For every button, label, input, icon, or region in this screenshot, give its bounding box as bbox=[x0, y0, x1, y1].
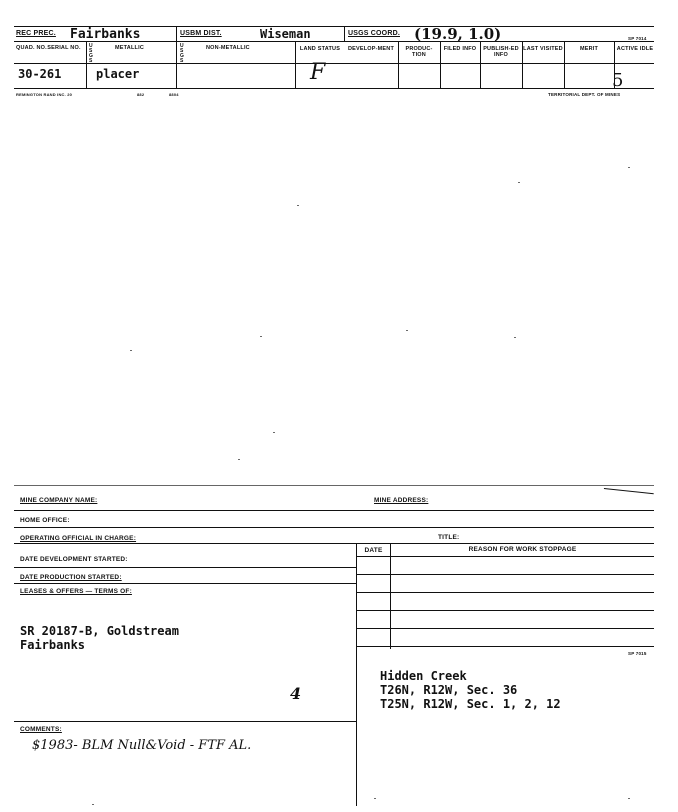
bottom-form-number: SP 7015 bbox=[628, 651, 647, 656]
location-line-3: T25N, R12W, Sec. 1, 2, 12 bbox=[380, 697, 561, 711]
card-corner-mark bbox=[603, 488, 654, 504]
divider bbox=[14, 527, 654, 528]
footer-code-1: 882 bbox=[137, 92, 145, 97]
divider bbox=[14, 485, 654, 486]
divider bbox=[176, 41, 177, 88]
col-land-status: LAND STATUS bbox=[299, 46, 341, 52]
col-published-info: PUBLISH-ED INFO bbox=[483, 46, 519, 58]
scan-speck bbox=[374, 798, 376, 799]
top-form-number: SP 7014 bbox=[628, 36, 647, 41]
title-label: TITLE: bbox=[438, 534, 460, 541]
divider bbox=[356, 646, 654, 647]
scan-speck bbox=[514, 337, 516, 338]
divider bbox=[14, 510, 654, 511]
comments-label: COMMENTS: bbox=[20, 726, 62, 733]
footer-printer: REMINGTON RAND INC. 20 bbox=[16, 92, 73, 97]
divider bbox=[14, 41, 654, 42]
scan-speck bbox=[130, 350, 132, 351]
scan-speck bbox=[628, 167, 630, 168]
stoppage-reason-label: REASON FOR WORK STOPPAGE bbox=[468, 546, 577, 553]
divider bbox=[356, 574, 654, 575]
divider bbox=[356, 556, 654, 557]
scan-speck bbox=[628, 798, 630, 799]
divider bbox=[14, 63, 654, 64]
divider bbox=[14, 88, 654, 89]
mine-company-label: MINE COMPANY NAME: bbox=[20, 497, 98, 504]
metallic-value: placer bbox=[96, 67, 140, 81]
scan-speck bbox=[238, 459, 240, 460]
col-last-visited: LAST VISITED bbox=[523, 46, 563, 52]
quad-value: 30-261 bbox=[18, 67, 62, 81]
divider bbox=[14, 567, 356, 568]
hand-mark: 4 bbox=[290, 684, 302, 703]
col-development: DEVELOP-MENT bbox=[347, 46, 395, 52]
leases-line-2: Fairbanks bbox=[20, 638, 86, 652]
location-line-2: T26N, R12W, Sec. 36 bbox=[380, 683, 518, 697]
home-office-label: HOME OFFICE: bbox=[20, 517, 70, 524]
footer-dept: TERRITORIAL DEPT. OF MINES bbox=[548, 92, 621, 97]
scan-speck bbox=[518, 182, 520, 183]
col-serial-no: SERIAL NO. bbox=[47, 45, 81, 51]
divider bbox=[86, 41, 87, 88]
date-prod-label: DATE PRODUCTION STARTED: bbox=[20, 574, 122, 581]
divider bbox=[356, 610, 654, 611]
divider bbox=[390, 543, 391, 649]
col-production: PRODUC-TION bbox=[405, 46, 433, 58]
col-metallic: METALLIC bbox=[115, 45, 144, 51]
usgs-coord-label: USGS COORD. bbox=[348, 30, 400, 37]
divider bbox=[344, 26, 345, 41]
scan-speck bbox=[406, 330, 408, 331]
scan-speck bbox=[260, 336, 262, 337]
leases-line-1: SR 20187-B, Goldstream bbox=[20, 624, 179, 638]
col-filed-info: FILED INFO bbox=[443, 46, 477, 52]
stoppage-date-label: DATE bbox=[364, 547, 383, 554]
col-usgs-nonmetallic: U S G S bbox=[180, 43, 185, 64]
col-quad-no: QUAD. NO. bbox=[16, 45, 47, 51]
date-dev-label: DATE DEVELOPMENT STARTED: bbox=[20, 556, 128, 563]
col-active-idle: ACTIVE IDLE bbox=[616, 46, 654, 52]
leases-label: LEASES & OFFERS — TERMS OF: bbox=[20, 588, 132, 595]
footer-code-2: 8804 bbox=[169, 92, 179, 97]
col-usgs-metallic: U S G S bbox=[89, 43, 94, 64]
scan-speck bbox=[92, 804, 94, 805]
divider bbox=[14, 721, 356, 722]
land-status-value: F bbox=[310, 60, 326, 85]
operating-official-label: OPERATING OFFICIAL IN CHARGE: bbox=[20, 535, 137, 542]
comments-text: $1983- BLM Null&Void - FTF AL. bbox=[32, 738, 252, 753]
usbm-dist-label: USBM DIST. bbox=[180, 30, 222, 37]
location-line-1: Hidden Creek bbox=[380, 669, 467, 683]
divider bbox=[356, 628, 654, 629]
divider bbox=[14, 583, 356, 584]
divider bbox=[14, 543, 654, 544]
usbm-dist-value: Wiseman bbox=[260, 27, 311, 41]
mine-address-label: MINE ADDRESS: bbox=[374, 497, 429, 504]
col-merit: MERIT bbox=[579, 46, 599, 52]
active-idle-value: 5 bbox=[612, 70, 624, 91]
rec-prec-value: Fairbanks bbox=[70, 27, 141, 42]
scan-speck bbox=[297, 205, 299, 206]
divider bbox=[356, 592, 654, 593]
rec-prec-label: REC PREC. bbox=[16, 30, 56, 37]
usgs-coord-value: (19.9, 1.0) bbox=[414, 25, 502, 43]
divider bbox=[356, 543, 357, 806]
scan-speck bbox=[273, 432, 275, 433]
col-non-metallic: NON-METALLIC bbox=[206, 45, 250, 51]
